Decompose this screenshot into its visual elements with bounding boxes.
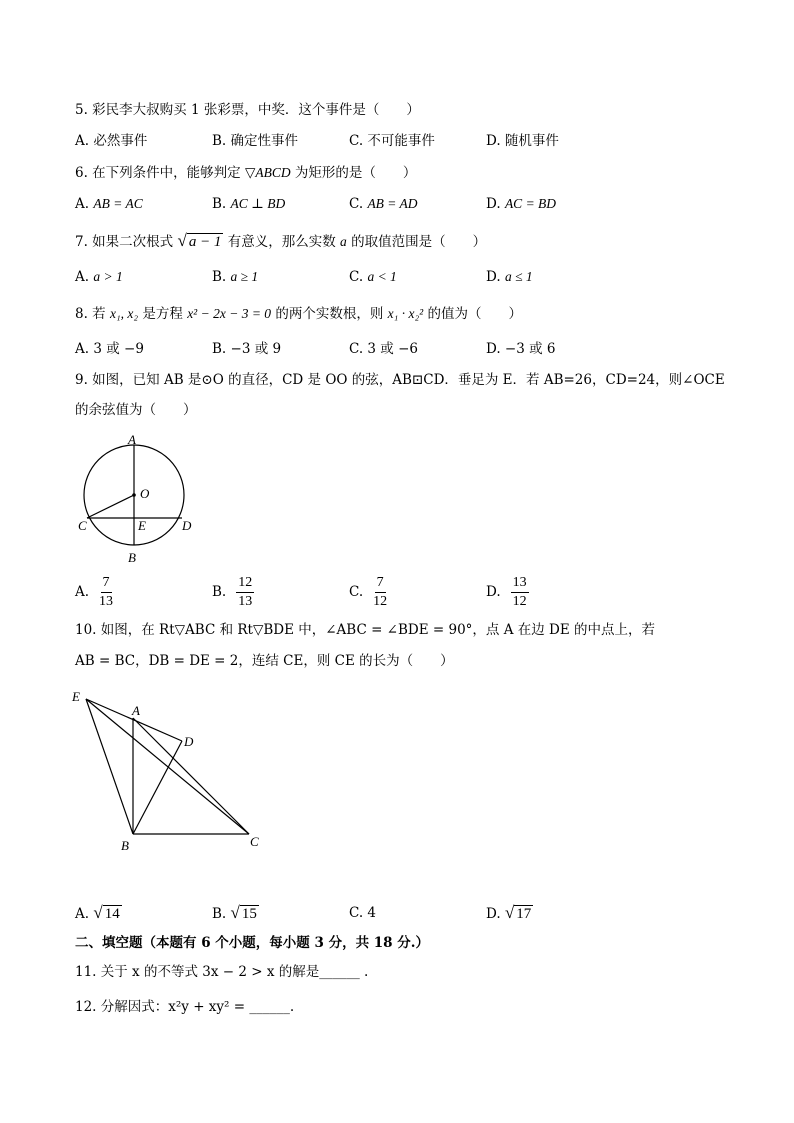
q10-label-c: C xyxy=(250,834,259,849)
q5-stem: 5. 彩民李大叔购买 1 张彩票，中奖．这个事件是（ ） xyxy=(75,102,420,118)
q10-option-a-label: A. xyxy=(75,906,90,922)
q6-option-a-label: A. xyxy=(75,196,94,212)
q9-option-c-denominator: 12 xyxy=(373,594,388,609)
q9-option-d xyxy=(486,576,529,609)
q6-option-b-label: B. xyxy=(212,196,231,212)
q9-label-o: O xyxy=(140,486,150,501)
q10-option-c: C. 4 xyxy=(349,905,377,921)
q8-option-c: C. 3 或 −6 xyxy=(349,341,419,357)
q6-option-d-label: D. xyxy=(486,196,505,212)
q9-option-b-denominator: 13 xyxy=(238,594,253,609)
q6-option-b-math: AC ⊥ BD xyxy=(230,196,286,211)
q8-stem-expression: x₁ · x₂² xyxy=(387,306,424,321)
q7-stem-var: a xyxy=(340,234,347,249)
q9-option-a-fraction xyxy=(99,576,113,609)
q7-stem-pre: 7. 如果二次根式 xyxy=(75,234,178,250)
q10-label-a: A xyxy=(132,703,140,718)
q7-option-b xyxy=(212,270,258,285)
q10-stem-line2: AB = BC，DB = DE = 2，连结 CE，则 CE 的长为（ ） xyxy=(75,653,454,669)
q7-option-d xyxy=(486,270,533,285)
q6-option-c-label: C. xyxy=(349,196,368,212)
q10-option-d-label: D. xyxy=(486,906,501,922)
q7-radical: √ a − 1 xyxy=(177,231,222,250)
q10-option-b xyxy=(212,904,259,922)
q10-option-d xyxy=(486,904,533,922)
q8-stem-mid: 是方程 xyxy=(138,306,188,322)
q10-segment-ec xyxy=(86,699,249,834)
q10-option-d-radical: √ 17 xyxy=(504,903,532,922)
q9-label-b: B xyxy=(128,550,136,565)
q9-option-b-numerator: 12 xyxy=(236,576,254,593)
q9-option-d-numerator: 13 xyxy=(511,576,529,593)
q9-circle-figure xyxy=(72,430,202,570)
q7-stem-mid: 有意义，那么实数 xyxy=(223,234,341,250)
q7-option-d-math: a ≤ 1 xyxy=(504,269,533,284)
q9-option-b-label: B. xyxy=(212,583,227,600)
q8-option-b: B. −3 或 9 xyxy=(212,341,282,357)
q7-radical-body: a − 1 xyxy=(188,234,222,250)
q10-option-b-label: B. xyxy=(212,906,227,922)
q9-option-a-label: A. xyxy=(75,583,90,600)
q10-option-d-radicand: 17 xyxy=(516,906,532,922)
q7-option-a-math: a > 1 xyxy=(93,269,123,284)
q9-option-c-numerator: 7 xyxy=(375,576,386,593)
section-heading-fill-in: 二、填空题（本题有 6 个小题，每小题 3 分，共 18 分.） xyxy=(75,935,429,951)
q8-stem-vars: x₁, x₂ xyxy=(109,306,139,321)
q6-stem-math: ▽ABCD xyxy=(244,165,291,180)
q8-option-d: D. −3 或 6 xyxy=(486,341,556,357)
q9-option-d-fraction xyxy=(511,576,529,609)
q10-segment-eb xyxy=(86,699,133,834)
q7-option-d-label: D. xyxy=(486,269,505,285)
q10-option-a-radicand: 14 xyxy=(104,906,120,922)
q7-option-a xyxy=(75,270,123,285)
q10-label-b: B xyxy=(121,838,129,853)
q12-text: 12. 分解因式：x²y + xy² = ______. xyxy=(75,999,295,1015)
q9-option-a xyxy=(75,576,113,609)
q9-option-d-label: D. xyxy=(486,583,501,600)
q9-option-b-fraction xyxy=(236,576,254,609)
q9-segment-oc xyxy=(87,495,134,518)
q8-option-a: A. 3 或 −9 xyxy=(75,341,144,357)
q9-option-a-numerator: 7 xyxy=(101,576,112,593)
q7-option-b-label: B. xyxy=(212,269,231,285)
q7-option-c-label: C. xyxy=(349,269,368,285)
q8-stem-pre: 8. 若 xyxy=(75,306,110,322)
q11-text: 11. 关于 x 的不等式 3x − 2 > x 的解是______ . xyxy=(75,964,369,980)
q6-option-c-math: AB = AD xyxy=(367,196,418,211)
q10-triangle-figure xyxy=(66,684,276,854)
q10-option-a xyxy=(75,904,122,922)
q10-option-b-radicand: 15 xyxy=(241,906,257,922)
q9-option-c-label: C. xyxy=(349,583,364,600)
q7-option-a-label: A. xyxy=(75,269,94,285)
q6-option-d-math: AC = BD xyxy=(504,196,557,211)
q6-option-b xyxy=(212,197,285,212)
q9-option-b xyxy=(212,576,254,609)
q9-label-e: E xyxy=(138,518,146,533)
q9-option-a-denominator: 13 xyxy=(99,594,114,609)
q9-stem-line2: 的余弦值为（ ） xyxy=(75,402,197,418)
q10-label-d: D xyxy=(184,734,194,749)
q9-label-d: D xyxy=(182,518,192,533)
q7-stem xyxy=(75,232,486,250)
q6-option-c xyxy=(349,197,418,212)
q6-option-a xyxy=(75,197,143,212)
q10-option-b-radical: √ 15 xyxy=(230,903,257,922)
q9-stem-line1: 9. 如图，已知 AB 是⊙O 的直径，CD 是 OO 的弦，AB⊡CD．垂足为 E．若 AB=26，CD=24，则∠OCE xyxy=(75,372,725,388)
q7-option-b-math: a ≥ 1 xyxy=(230,269,259,284)
q8-stem-mid2: 的两个实数根，则 xyxy=(271,306,388,322)
q9-option-c-fraction xyxy=(373,576,387,609)
q6-stem-pre: 6. 在下列条件中，能够判定 xyxy=(75,165,245,181)
q7-option-c-math: a < 1 xyxy=(367,269,397,284)
q6-stem xyxy=(75,166,416,181)
q5-option-c: C. 不可能事件 xyxy=(349,133,435,149)
q9-option-d-denominator: 12 xyxy=(512,594,527,609)
q9-label-a: A xyxy=(128,432,136,447)
q8-stem-post: 的值为（ ） xyxy=(423,306,522,322)
q10-label-e: E xyxy=(72,689,80,704)
q9-center-point xyxy=(132,493,136,497)
q5-option-b: B. 确定性事件 xyxy=(212,133,299,149)
q10-segment-db xyxy=(133,741,182,834)
q6-option-d xyxy=(486,197,556,212)
q5-option-a: A. 必然事件 xyxy=(75,133,148,149)
q9-option-c xyxy=(349,576,387,609)
q5-option-d: D. 随机事件 xyxy=(486,133,559,149)
q7-stem-post: 的取值范围是（ ） xyxy=(346,234,487,250)
q9-label-c: C xyxy=(78,518,87,533)
q6-option-a-math: AB = AC xyxy=(93,196,143,211)
q8-stem-equation: x² − 2x − 3 = 0 xyxy=(187,306,272,321)
q10-stem-line1: 10. 如图，在 Rt▽ABC 和 Rt▽BDE 中，∠ABC = ∠BDE = 90°，点 A 在边 DE 的中点上，若 xyxy=(75,622,655,638)
q6-stem-post: 为矩形的是（ ） xyxy=(290,165,417,181)
q10-option-a-radical: √ 14 xyxy=(93,903,120,922)
q8-stem xyxy=(75,307,522,322)
q7-option-c xyxy=(349,270,397,285)
